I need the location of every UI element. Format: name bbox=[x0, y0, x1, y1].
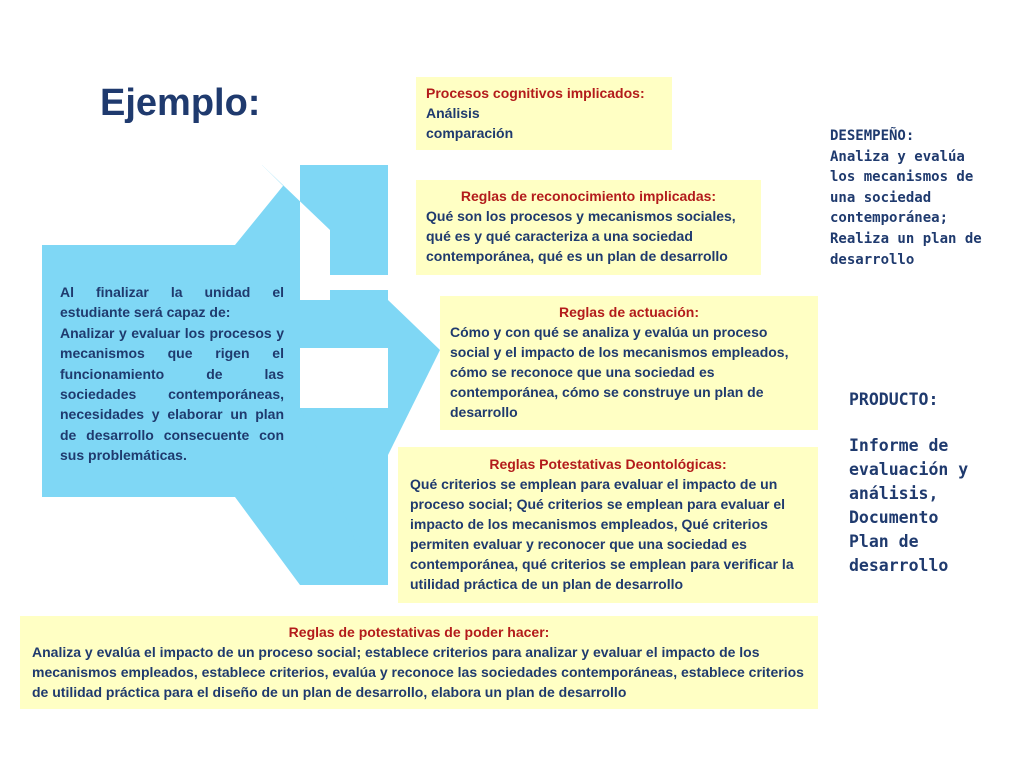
can-do-rules-heading: Reglas de potestativas de poder hacer: bbox=[288, 624, 550, 640]
performance-line: los mecanismos de bbox=[830, 169, 974, 186]
performance-line: Realiza un plan de bbox=[830, 230, 982, 247]
arrow-gap-middle bbox=[300, 348, 388, 408]
objective-body: Analizar y evaluar los procesos y mecanismos que rigen el funcionamiento de las sociedades contemporáneas, necesidades y elaborar un plan de desarrollo consecuente con sus problemáticas. bbox=[60, 324, 284, 464]
performance-line: contemporánea; bbox=[830, 210, 949, 227]
product-label: PRODUCTO: bbox=[849, 390, 939, 409]
action-rules-body: Cómo y con qué se analiza y evalúa un proceso social y el impacto de los mecanismos empleados, cómo se reconoce que una sociedad es contemporánea, cómo se construye un plan de desarrollo bbox=[450, 324, 789, 420]
can-do-rules-box bbox=[20, 616, 818, 709]
product-line: Informe de bbox=[849, 436, 949, 455]
recognition-rules-body: Qué son los procesos y mecanismos sociales, qué es y qué caracteriza a una sociedad contemporánea, qué es un plan de desarrollo bbox=[426, 208, 736, 264]
product-line: evaluación y bbox=[849, 460, 969, 479]
product-section bbox=[849, 388, 1014, 578]
deontological-rules-box bbox=[398, 447, 818, 603]
cognitive-processes-heading: Procesos cognitivos implicados: bbox=[426, 85, 645, 101]
deontological-rules-body: Qué criterios se emplean para evaluar el impacto de un proceso social; Qué criterios se emplean para evaluar el impacto de los mecanismos empleados, Qué criterios permiten evaluar y reconocer que una sociedad es contemporánea, qué criterios se emplean para verificar la utilidad práctica de un plan de desarrollo bbox=[410, 476, 794, 592]
objective-text bbox=[60, 282, 284, 466]
product-line: desarrollo bbox=[849, 556, 949, 575]
product-line: Plan de bbox=[849, 532, 919, 551]
product-line: Documento bbox=[849, 508, 939, 527]
performance-line: desarrollo bbox=[830, 251, 915, 268]
objective-intro: Al finalizar la unidad el estudiante será capaz de: bbox=[60, 284, 284, 321]
performance-section bbox=[830, 126, 1005, 270]
cognitive-processes-box bbox=[416, 77, 672, 150]
slide-title: Ejemplo: bbox=[100, 82, 261, 124]
cognitive-process-item: Análisis bbox=[426, 105, 480, 121]
product-line: análisis, bbox=[849, 484, 939, 503]
recognition-rules-box bbox=[416, 180, 761, 275]
can-do-rules-body: Analiza y evalúa el impacto de un proceso social; establece criterios para analizar y evaluar el impacto de los mecanismos empleados, establece criterios, evalúa y reconoce las sociedades contemporáneas, establece criterios de utilidad práctica para el diseño de un plan de desarrollo, elabora un plan de desarrollo bbox=[32, 644, 804, 700]
arrow-middle-chevron bbox=[388, 300, 440, 455]
recognition-rules-heading: Reglas de reconocimiento implicadas: bbox=[460, 188, 717, 204]
action-rules-box bbox=[440, 296, 818, 430]
action-rules-heading: Reglas de actuación: bbox=[558, 304, 700, 320]
performance-label: DESEMPEÑO: bbox=[830, 128, 915, 144]
performance-line: Analiza y evalúa bbox=[830, 148, 965, 165]
deontological-rules-heading: Reglas Potestativas Deontológicas: bbox=[489, 456, 727, 472]
product-spacer bbox=[849, 412, 1014, 434]
cognitive-process-item: comparación bbox=[426, 125, 514, 141]
performance-line: una sociedad bbox=[830, 189, 932, 206]
